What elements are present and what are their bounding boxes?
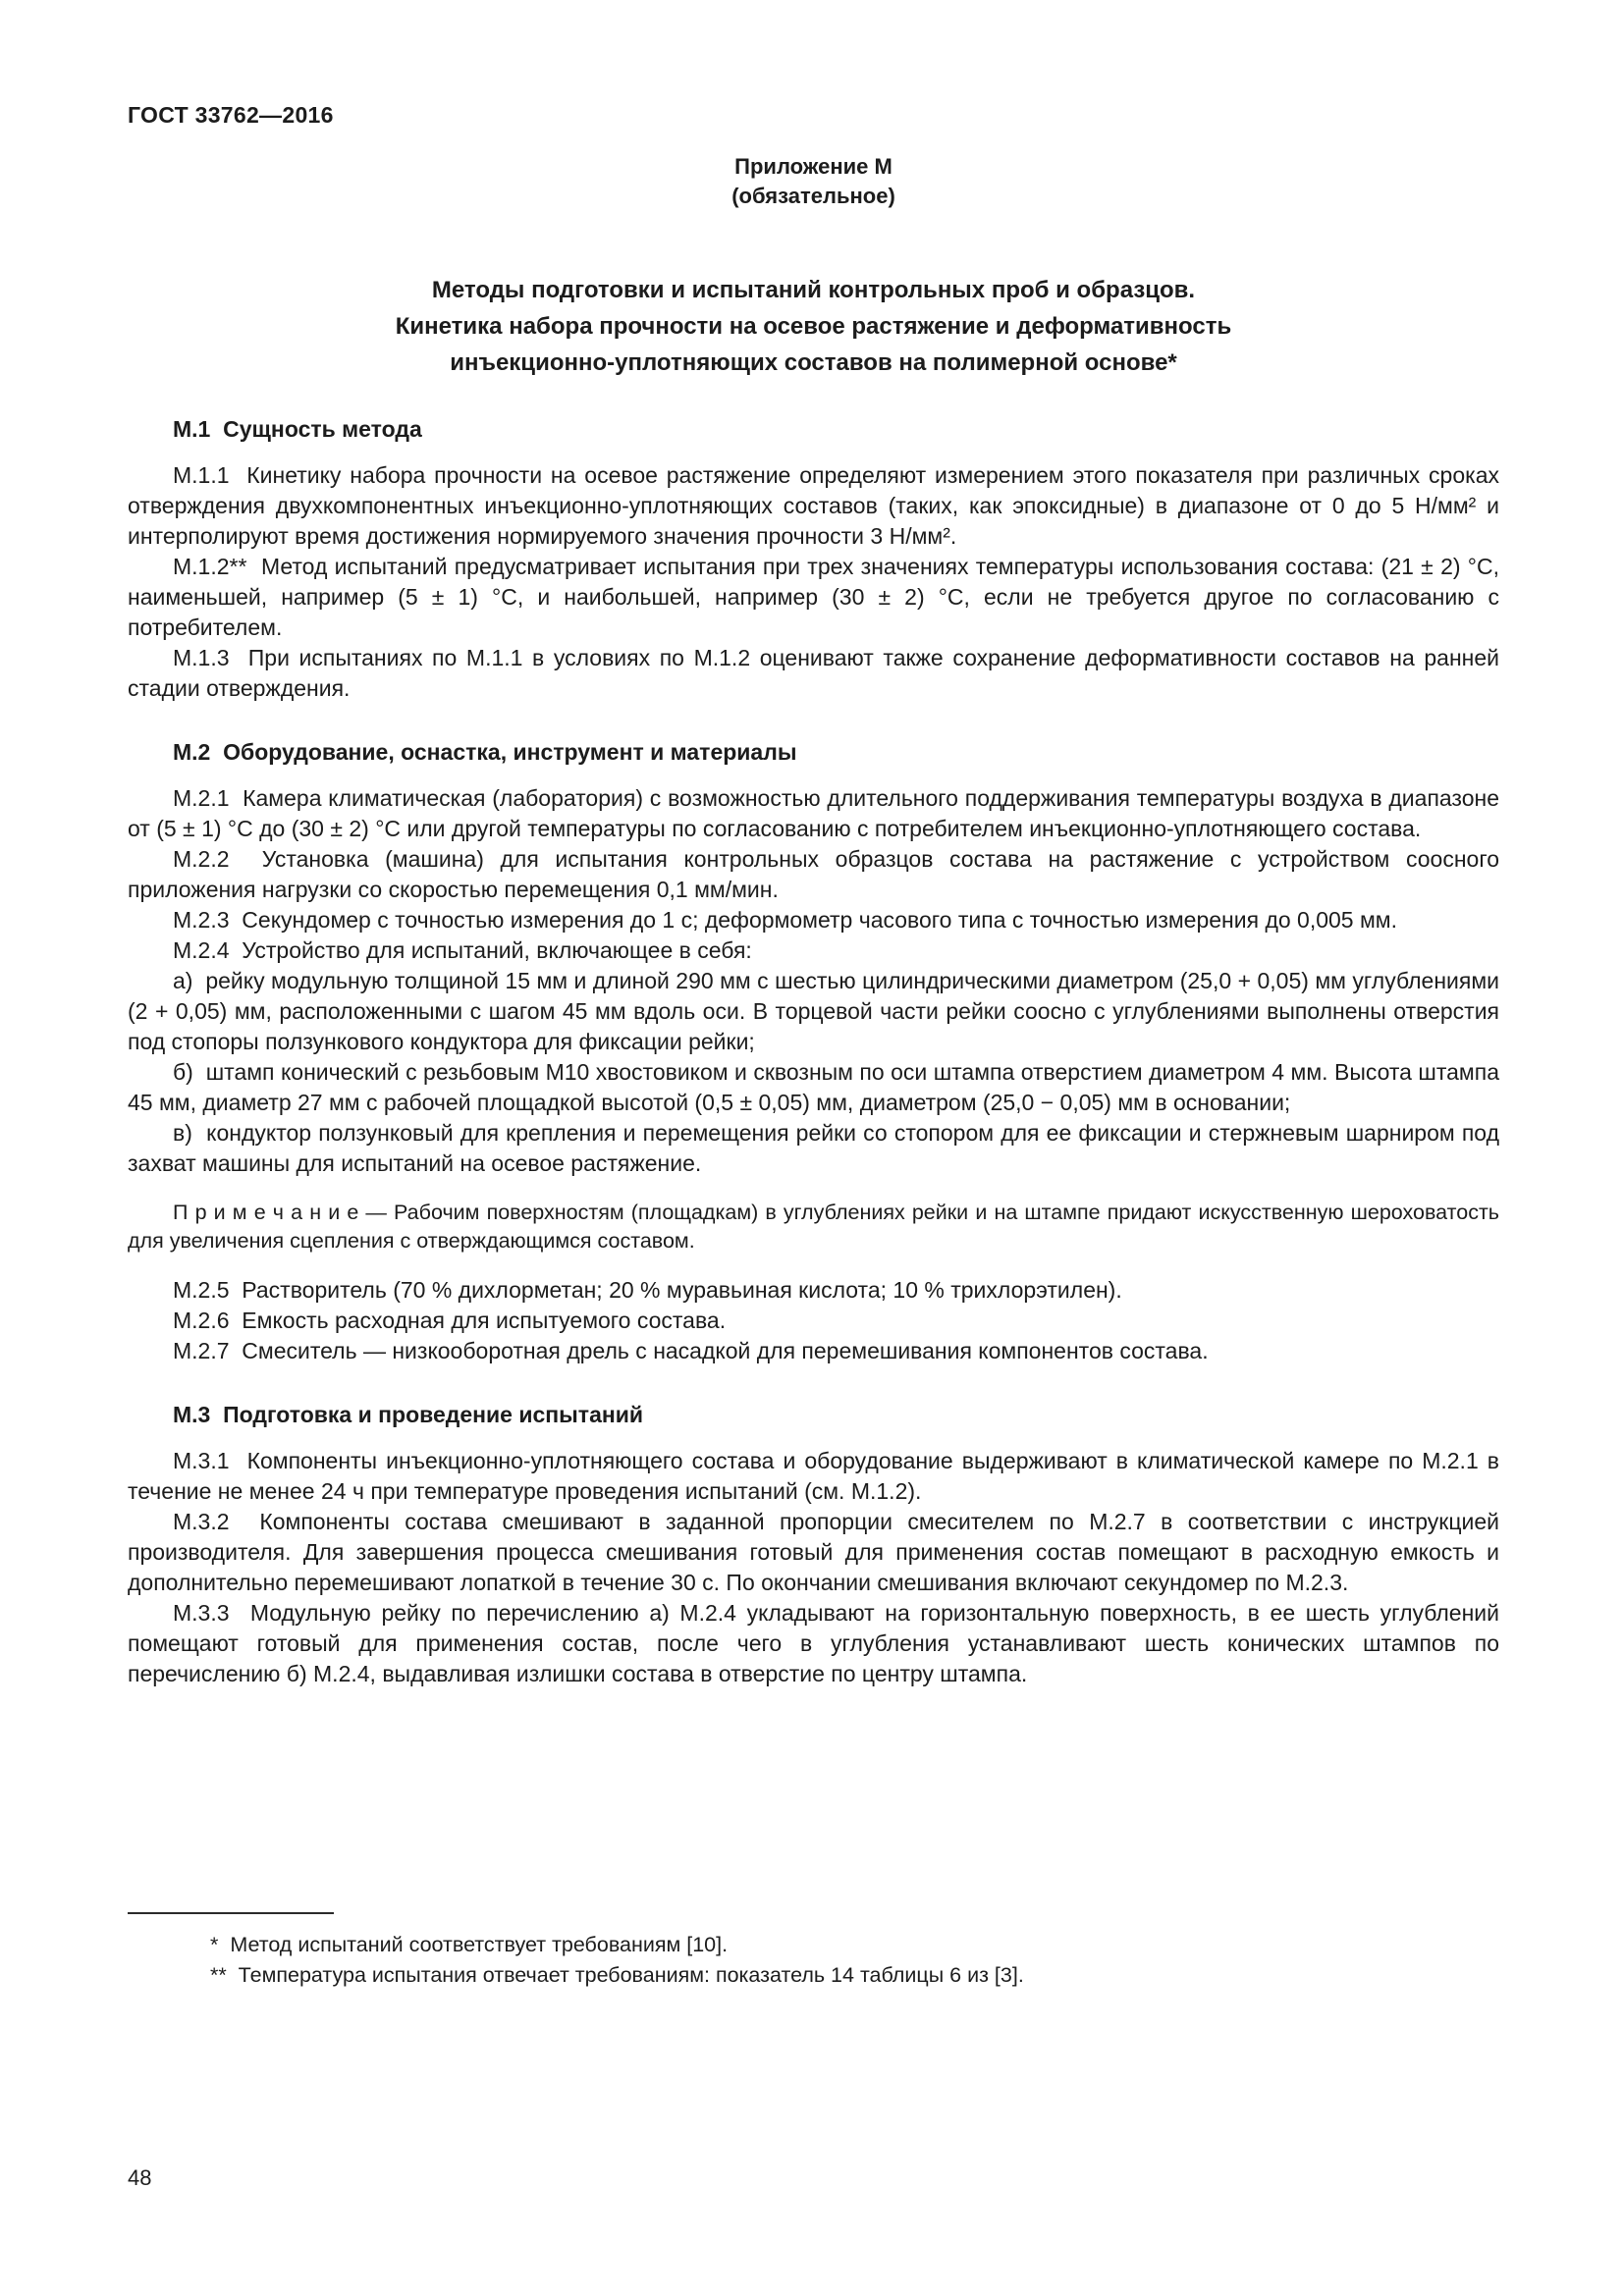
section-m1-heading: М.1 Сущность метода: [173, 416, 422, 442]
document-title: [128, 272, 1499, 381]
paragraph-m1-1: М.1.1 Кинетику набора прочности на осевое растяжение определяют измерением этого показателя при различных сроках отверждения двухкомпонентных инъекционно-уплотняющих составов (таких, как эпоксидные) в диапазоне от 0 до 5 Н/мм² и интерполируют время достижения нормируемого значения прочности 3 Н/мм².: [128, 462, 1499, 549]
paragraph-m1-2: М.1.2** Метод испытаний предусматривает испытания при трех значениях температуры использования состава: (21 ± 2) °С, наименьшей, например (5 ± 1) °С, и наибольшей, например (30 ± 2) °С, если не требуется другое по согласованию с потребителем.: [128, 554, 1499, 640]
note-paragraph: П р и м е ч а н и е — Рабочим поверхностям (площадкам) в углублениях рейки и на штампе придают искусственную шероховатость для увеличения сцепления с отверждающимся составом.: [128, 1201, 1499, 1253]
footnotes-block: [128, 1912, 1499, 1991]
appendix-kind: (обязательное): [731, 184, 895, 208]
paragraph-m2-6: М.2.6 Емкость расходная для испытуемого состава.: [173, 1308, 727, 1333]
list-item-a: а) рейку модульную толщиной 15 мм и длиной 290 мм с шестью цилиндрическими диаметром (25,0 + 0,05) мм углублениями (2 + 0,05) мм, расположенными с шагом 45 мм вдоль оси. В торцевой части рейки соосно с углублениями выполнены отверстия под стопоры ползункового кондуктора для фиксации рейки;: [128, 968, 1499, 1054]
title-line-1: Методы подготовки и испытаний контрольных проб и образцов.: [431, 277, 1196, 303]
paragraph-m1-3: М.1.3 При испытаниях по М.1.1 в условиях по М.1.2 оценивают также сохранение деформативности составов на ранней стадии отверждения.: [128, 645, 1499, 701]
footnote-2: ** Температура испытания отвечает требованиям: показатель 14 таблицы 6 из [3].: [210, 1963, 1024, 1987]
paragraph-m3-1: М.3.1 Компоненты инъекционно-уплотняющего состава и оборудование выдерживают в климатической камере по М.2.1 в течение не менее 24 ч при температуре проведения испытаний (см. М.1.2).: [128, 1448, 1499, 1504]
page-number: 48: [128, 2165, 152, 2190]
paragraph-m2-5: М.2.5 Растворитель (70 % дихлорметан; 20 % муравьиная кислота; 10 % трихлорэтилен).: [173, 1277, 1122, 1303]
appendix-heading: [128, 152, 1499, 211]
paragraph-m2-4: М.2.4 Устройство для испытаний, включающее в себя:: [173, 937, 752, 963]
footnote-divider: [128, 1912, 334, 1914]
section-m1: [128, 416, 1499, 704]
title-line-2: Кинетика набора прочности на осевое растяжение и деформативность: [395, 313, 1232, 340]
document-code: ГОСТ 33762—2016: [128, 102, 334, 128]
footnote-1: * Метод испытаний соответствует требованиям [10].: [210, 1933, 729, 1956]
section-m2-heading: М.2 Оборудование, оснастка, инструмент и материалы: [173, 739, 797, 765]
paragraph-m2-2: М.2.2 Установка (машина) для испытания контрольных образцов состава на растяжение с устройством соосного приложения нагрузки со скоростью перемещения 0,1 мм/мин.: [128, 846, 1499, 902]
appendix-label: Приложение М: [734, 154, 893, 179]
section-m2: [128, 739, 1499, 1366]
section-m3: [128, 1402, 1499, 1689]
paragraph-m3-3: М.3.3 Модульную рейку по перечислению а) М.2.4 укладывают на горизонтальную поверхность, в ее шесть углублений помещают готовый для применения состав, после чего в углубления устанавливают шесть конических штампов по перечислению б) М.2.4, выдавливая излишки состава в отверстие по центру штампа.: [128, 1600, 1499, 1686]
section-m3-heading: М.3 Подготовка и проведение испытаний: [173, 1402, 644, 1427]
title-line-3: инъекционно-уплотняющих составов на полимерной основе*: [450, 349, 1177, 376]
paragraph-m2-3: М.2.3 Секундомер с точностью измерения до 1 с; деформометр часового типа с точностью измерения до 0,005 мм.: [173, 907, 1398, 933]
list-item-b: б) штамп конический с резьбовым М10 хвостовиком и сквозным по оси штампа отверстием диаметром 4 мм. Высота штампа 45 мм, диаметр 27 мм с рабочей площадкой высотой (0,5 ± 0,05) мм, диаметром (25,0 − 0,05) мм в основании;: [128, 1059, 1499, 1115]
paragraph-m2-1: М.2.1 Камера климатическая (лаборатория) с возможностью длительного поддерживания температуры воздуха в диапазоне от (5 ± 1) °С до (30 ± 2) °С или другой температуры по согласованию с потребителем инъекционно-уплотняющего состава.: [128, 785, 1499, 841]
paragraph-m3-2: М.3.2 Компоненты состава смешивают в заданной пропорции смесителем по М.2.7 в соответствии с инструкцией производителя. Для завершения процесса смешивания готовый для применения состав помещают в расходную емкость и дополнительно перемешивают лопаткой в течение 30 с. По окончании смешивания включают секундомер по М.2.3.: [128, 1509, 1499, 1595]
list-item-v: в) кондуктор ползунковый для крепления и перемещения рейки со стопором для ее фиксации и стержневым шарниром под захват машины для испытаний на осевое растяжение.: [128, 1120, 1499, 1176]
paragraph-m2-7: М.2.7 Смеситель — низкооборотная дрель с насадкой для перемешивания компонентов состава.: [173, 1338, 1209, 1363]
